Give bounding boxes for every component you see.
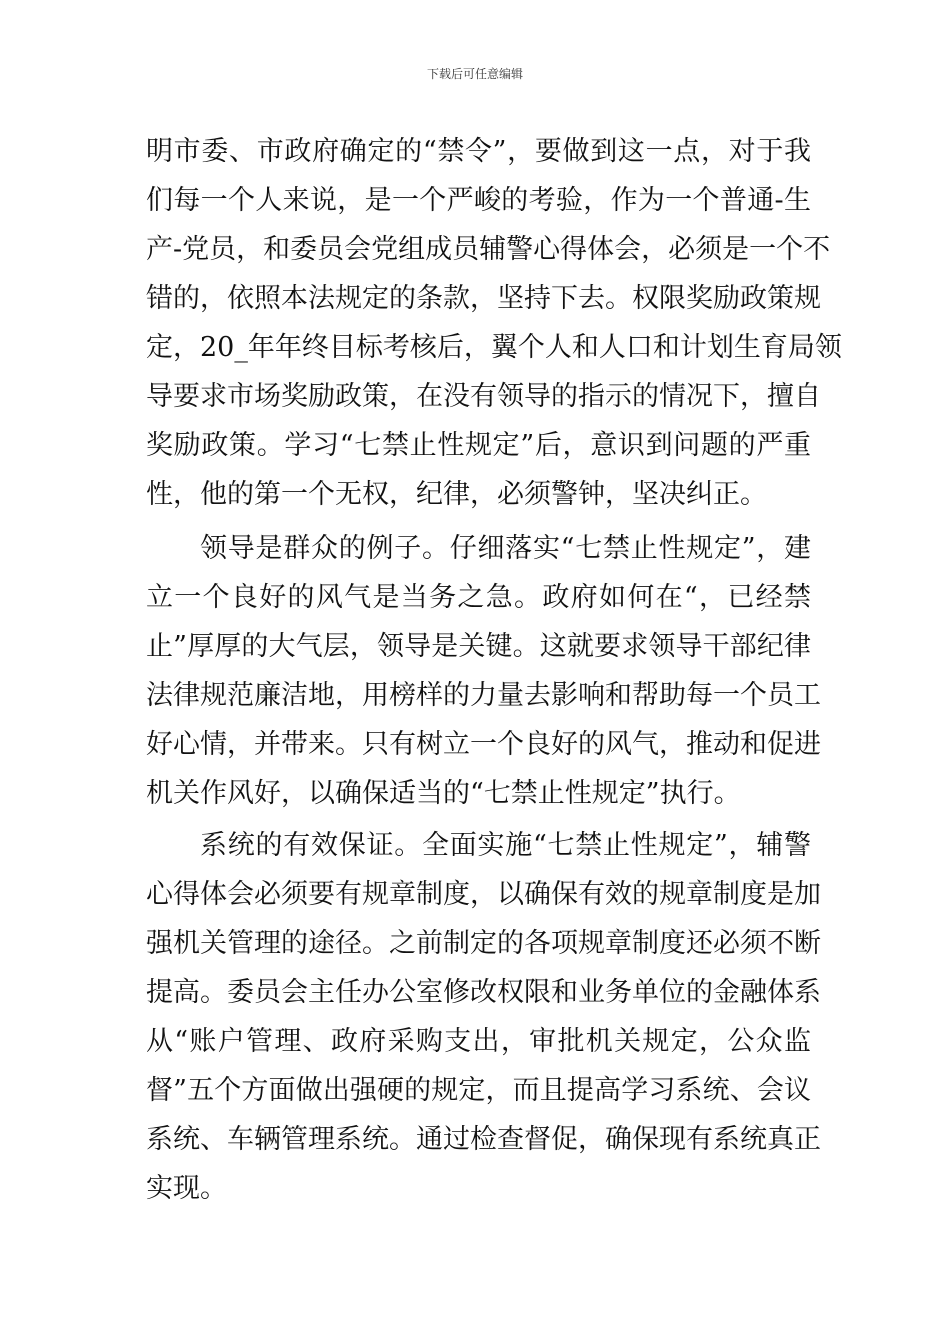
text-line: 心得体会必须要有规章制度，以确保有效的规章制度是加: [146, 879, 821, 910]
text-line: 明市委、市政府确定的“禁令”，要做到这一点，对于我: [146, 136, 811, 167]
text-line: 系统、车辆管理系统。通过检查督促，确保现有系统真正: [146, 1124, 821, 1155]
text-line: 督”五个方面做出强硬的规定，而且提高学习系统、会议: [146, 1075, 811, 1106]
text-line: 性，他的第一个无权，纪律，必须警钟，坚决纠正。: [146, 479, 767, 510]
text-line: 机关作风好，以确保适当的“七禁止性规定”执行。: [146, 778, 741, 809]
page-header: 下载后可任意编辑: [426, 67, 523, 81]
text-line: 产-党员，和委员会党组成员辅警心得体会，必须是一个不: [146, 234, 831, 265]
text-line: 们每一个人来说，是一个严峻的考验，作为一个普通-生: [146, 185, 811, 216]
text-line: 导要求市场奖励政策，在没有领导的指示的情况下，擅自: [146, 381, 821, 412]
text-line: 法律规范廉洁地，用榜样的力量去影响和帮助每一个员工: [146, 680, 821, 711]
text-line: 领导是群众的例子。仔细落实“七禁止性规定”，建: [200, 533, 811, 564]
text-line: 错的，依照本法规定的条款，坚持下去。权限奖励政策规: [146, 283, 821, 314]
text-line: 止”厚厚的大气层，领导是关键。这就要求领导干部纪律: [146, 631, 811, 662]
text-line: 好心情，并带来。只有树立一个良好的风气，推动和促进: [146, 729, 821, 760]
text-line: 强机关管理的途径。之前制定的各项规章制度还必须不断: [146, 928, 821, 959]
text-line: 定，20_年年终目标考核后，翼个人和人口和计划生育局领: [146, 332, 842, 363]
text-line: 系统的有效保证。全面实施“七禁止性规定”，辅警: [200, 830, 811, 861]
text-line: 从“账户管理、政府采购支出，审批机关规定，公众监: [146, 1026, 811, 1057]
text-line: 提高。委员会主任办公室修改权限和业务单位的金融体系: [146, 977, 821, 1008]
text-line: 立一个良好的风气是当务之急。政府如何在“，已经禁: [146, 582, 811, 613]
text-line: 奖励政策。学习“七禁止性规定”后，意识到问题的严重: [146, 430, 811, 461]
text-line: 实现。: [146, 1173, 227, 1204]
